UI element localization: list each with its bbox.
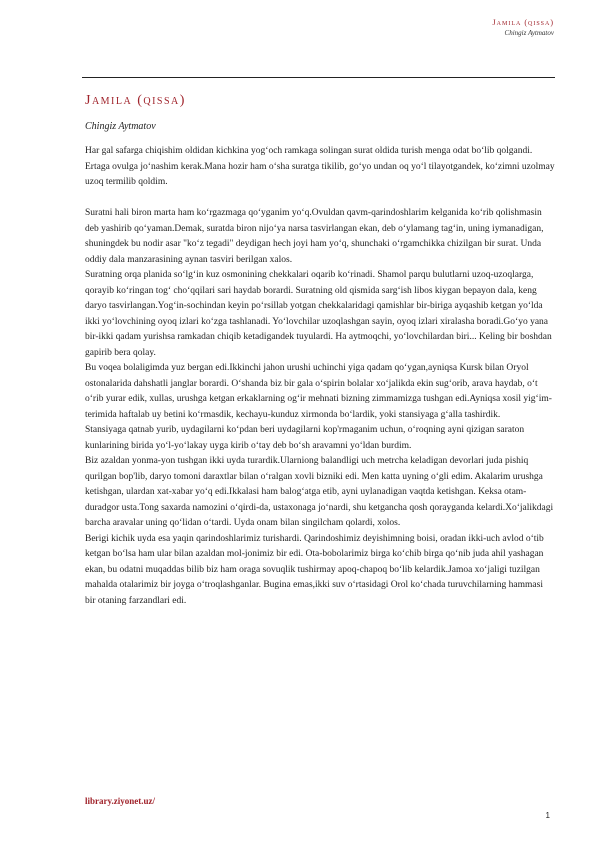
paragraph: Stansiyaga qatnab yurib, uydagilarni ko‘pdan beri uydagilarni kop'rmaganim uchun, o‘roqning ayni qizigan saraton kunlarining birida yo‘l-yo‘lakay uyga kirib o‘tay deb bo‘sh aravamni yo‘ldan burdim. bbox=[85, 425, 525, 451]
running-author: Chingiz Aytmatov bbox=[504, 29, 554, 37]
paragraph: Bu voqea bolaligimda yuz bergan edi.Ikkinchi jahon urushi uchinchi yiga qadam qo‘ygan,ayniqsa Kursk bilan Oryol ostonalarida dahshatli janglar borardi. O‘shanda biz bir gala o‘spirin bolalar xo‘jalikda ekin sug‘orib, arava haydab, o‘t o‘rib yurar edik, xullas, urushga ketgan erkaklarning og‘ir mehnati bizning zimmamizga tushgan edi.Ayniqsa xosil yig‘im-terimida haftalab uy betini ko‘rmasdik, kechayu-kunduz xirmonda bo‘lardik, yoki stansiyaga g‘alla tashirdik. bbox=[85, 363, 552, 420]
paragraph: Suratning orqa planida so‘lg‘in kuz osmonining chekkalari oqarib ko‘rinadi. Shamol parqu bulutlarni uzoq-uzoqlarga, qorayib ko‘ringan tog‘ cho‘qqilari sari haydab borardi. Suratning old qismida sarg‘ish libos kiygan bepayon dala, keng daryo tasvirlangan.Yog‘in-sochindan keyin po‘rsillab yotgan chekkalaridagi qamishlar bir-biriga ayqashib ketgan yo‘lda ikki yo‘lovchining oyoq izlari ko‘zga tashlanadi. Yo‘lovchilar uzoqlashgan sayin, oyoq izlari xiralasha boradi.Go‘yo yana bir-ikki qadam yurishsa ramkadan chiqib ketadigandek tuyulardi. Ha aytmoqchi, yo‘lovchilardan biri... Keling bir boshdan gapirib bera qolay. bbox=[85, 270, 552, 358]
document-body bbox=[85, 93, 555, 609]
paragraph: Suratni hali biron marta ham ko‘rgazmaga qo‘yganim yo‘q.Ovuldan qavm-qarindoshlarim kelganida ko‘rib qolishmasin deb yashirib qo‘yaman.Demak, suratda biron nijo‘ya narsa tasvirlangan ekan, deb o‘ylamang tag‘in, uning iymanadigan, shuningdek bu nodir asar "ko‘z tegadi" deydigan hech joyi ham yo‘q, shunchaki o‘rgamchikka chizilgan bir surat. Unda oddiy dala manzarasining aynan tasviri berilgan xalos. bbox=[85, 208, 544, 265]
document-title: Jamila (qissa) bbox=[85, 93, 186, 108]
running-header bbox=[493, 18, 554, 38]
running-title: Jamila (qissa) bbox=[492, 18, 554, 27]
header-divider bbox=[82, 77, 555, 78]
paragraph: Har gal safarga chiqishim oldidan kichkina yog‘och ramkaga solingan surat oldida turish menga odat bo‘lib qolgandi. Ertaga ovulga jo‘nashim kerak.Mana hozir ham o‘sha suratga tikilib, go‘yo undan oq yo‘l tilayotgandek, ko‘zimni uzolmay uzoq termilib qoldim. bbox=[85, 146, 555, 187]
paragraph: Berigi kichik uyda esa yaqin qarindoshlarimiz turishardi. Qarindoshimiz deyishimning boisi, oradan ikki-uch avlod o‘tib ketgan bo‘lsa ham ular bilan azaldan mol-jonimiz bir edi. Ota-bobolarimiz birga ko‘chib birga qo‘nib juda ahil yashagan ekan, bu odatni muqaddas bilib biz ham oraga sovuqlik tushirmay apoq-chapoq bo‘lib kelardik.Jamoa xo‘jaligi tuzilgan mahalda otalarimiz bir joyga o‘troqlashganlar. Bugina emas,ikki suv o‘rtasidagi Orol ko‘chada turuvchilarning hammasi bir otaning farzandlari edi. bbox=[85, 533, 544, 606]
page-number: 1 bbox=[545, 811, 550, 820]
footer-source-link[interactable]: library.ziyonet.uz/ bbox=[85, 796, 155, 806]
paragraph: Biz azaldan yonma-yon tushgan ikki uyda turardik.Ularniong balandligi uch metrcha keladigan devorlari juda pishiq qurilgan bop'lib, daryo tomoni daraxtlar bilan o‘ralgan xovli bizniki edi. Men katta uyning o‘gli edim. Akalarim urushga ketishgan, ulardan xat-xabar yo‘q edi.Ikkalasi ham balog‘atga etib, ayni uylanadigan vaqtda ketishgan. Keksa otam- duradgor usta.Tong saxarda namozini o‘qirdi-da, ustaxonaga jo‘nardi, shu ketgancha qosh qorayganda kelardi.Xo‘jalikdagi barcha aravalar uning qo‘lidan o‘tardi. Uyda onam bilan singilcham qolardi, xolos. bbox=[85, 456, 554, 528]
document-author: Chingiz Aytmatov bbox=[85, 121, 156, 132]
paragraph-gap bbox=[85, 191, 555, 207]
